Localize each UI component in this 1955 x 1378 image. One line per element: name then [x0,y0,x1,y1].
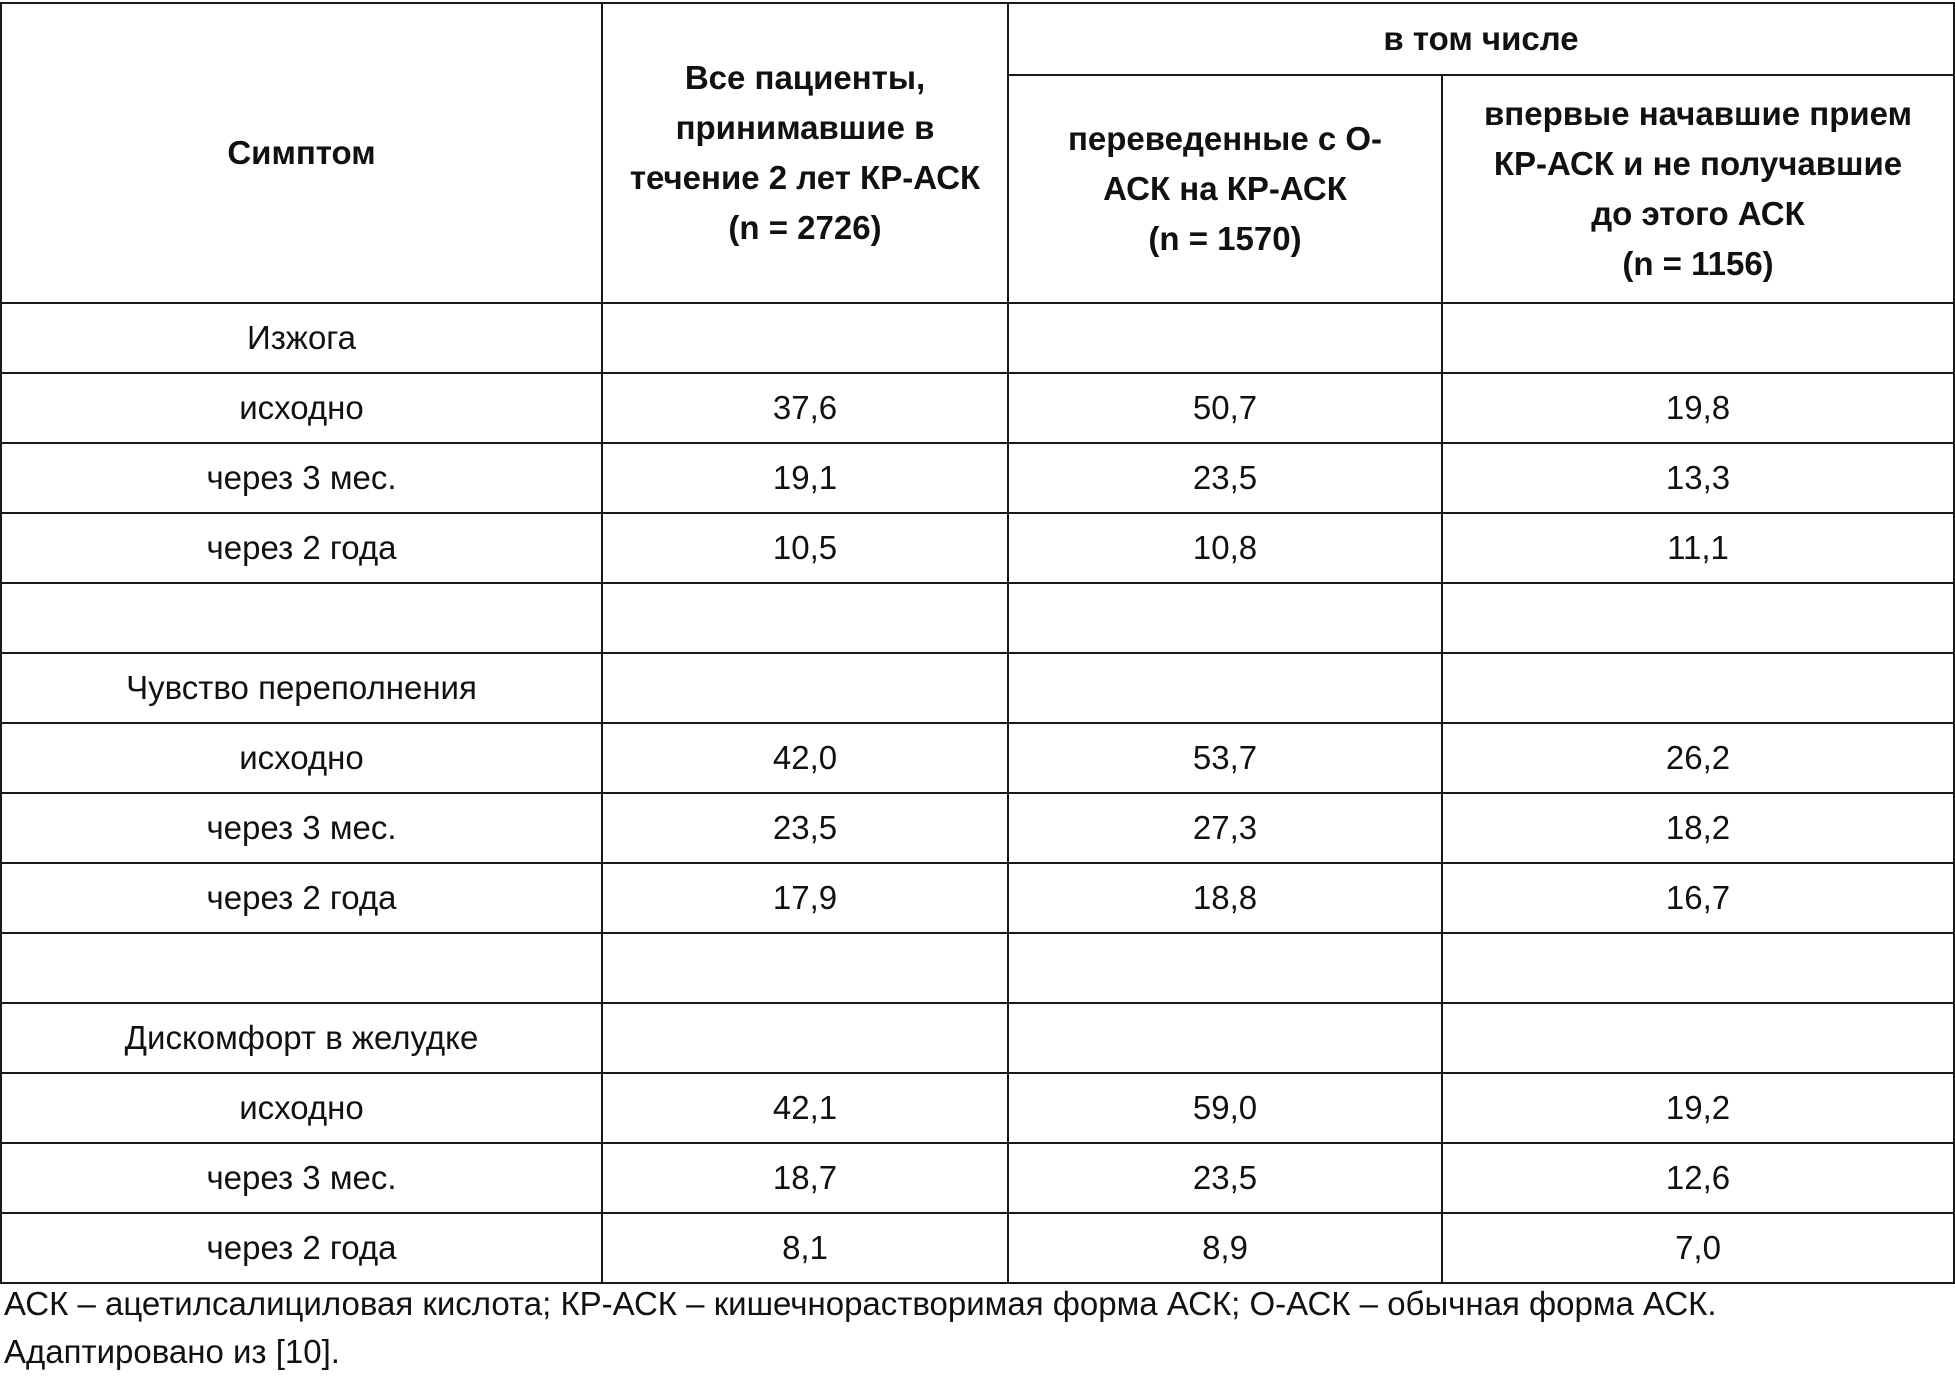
header-all-patients [602,3,1008,303]
value-switched: 27,3 [1008,793,1442,863]
row-label-cell: исходно [1,373,602,443]
value-all-patients [602,1003,1008,1073]
table-row [1,443,1954,513]
table-row [1,653,1954,723]
header-all-patients-line-1: Все пациенты, [684,59,926,96]
value-first-time: 11,1 [1442,513,1954,583]
table-footnote [4,1280,1949,1376]
header-including-label: в том числе [1383,20,1579,57]
value-first-time [1442,933,1954,1003]
value-first-time: 19,8 [1442,373,1954,443]
table-header [1,3,1954,303]
table-row [1,1213,1954,1283]
value-switched: 23,5 [1008,443,1442,513]
value-first-time [1442,583,1954,653]
value-all-patients: 8,1 [602,1213,1008,1283]
table-row [1,933,1954,1003]
value-all-patients: 10,5 [602,513,1008,583]
value-switched [1008,933,1442,1003]
value-switched: 59,0 [1008,1073,1442,1143]
table-row [1,513,1954,583]
value-all-patients [602,583,1008,653]
footnote-source: Адаптировано из [10]. [4,1333,340,1370]
row-label-cell: Дискомфорт в желудке [1,1003,602,1073]
header-first-time-line-1: впервые начавшие прием [1484,95,1913,132]
value-all-patients: 42,1 [602,1073,1008,1143]
value-all-patients: 23,5 [602,793,1008,863]
table-row [1,1003,1954,1073]
value-all-patients: 19,1 [602,443,1008,513]
value-switched: 18,8 [1008,863,1442,933]
row-label-cell: через 2 года [1,863,602,933]
value-all-patients: 37,6 [602,373,1008,443]
row-label-cell [1,933,602,1003]
value-first-time [1442,303,1954,373]
value-all-patients: 17,9 [602,863,1008,933]
value-all-patients [602,303,1008,373]
value-first-time [1442,1003,1954,1073]
header-first-time [1442,75,1954,303]
value-switched: 23,5 [1008,1143,1442,1213]
value-switched [1008,653,1442,723]
header-switched-line-2: АСК на КР-АСК [1103,170,1347,207]
header-switched-n: (n = 1570) [1148,220,1302,257]
row-label-cell: через 3 мес. [1,793,602,863]
row-label-cell: через 2 года [1,513,602,583]
row-label-cell: Изжога [1,303,602,373]
value-all-patients: 18,7 [602,1143,1008,1213]
header-switched-line-1: переведенные с О- [1067,120,1383,157]
header-symptom [1,3,602,303]
row-label-cell: Чувство переполнения [1,653,602,723]
table-row [1,303,1954,373]
value-first-time: 18,2 [1442,793,1954,863]
row-label-cell: исходно [1,1073,602,1143]
value-all-patients [602,653,1008,723]
row-label-cell: через 3 мес. [1,1143,602,1213]
footnote-abbreviations: АСК – ацетилсалициловая кислота; КР-АСК – кишечнорастворимая форма АСК; О-АСК – обычная форма АСК. [4,1285,1717,1322]
value-switched [1008,303,1442,373]
value-switched [1008,583,1442,653]
table-row [1,863,1954,933]
value-first-time: 19,2 [1442,1073,1954,1143]
value-switched: 50,7 [1008,373,1442,443]
value-first-time [1442,653,1954,723]
value-first-time: 7,0 [1442,1213,1954,1283]
value-switched [1008,1003,1442,1073]
header-including [1008,3,1954,75]
header-first-time-line-3: до этого АСК [1591,195,1805,232]
table-row [1,723,1954,793]
value-first-time: 12,6 [1442,1143,1954,1213]
header-first-time-n: (n = 1156) [1622,245,1774,282]
table-row [1,1073,1954,1143]
table-row [1,373,1954,443]
header-all-patients-n: (n = 2726) [728,209,882,246]
table-body [1,303,1954,1283]
value-switched: 10,8 [1008,513,1442,583]
value-all-patients: 42,0 [602,723,1008,793]
header-first-time-line-2: КР-АСК и не получавшие [1493,145,1903,182]
header-symptom-label: Симптом [227,134,376,171]
header-all-patients-line-2: принимавшие в [675,109,935,146]
symptom-table-container [0,2,1953,1284]
value-all-patients [602,933,1008,1003]
table-row [1,793,1954,863]
row-label-cell: исходно [1,723,602,793]
table-row [1,1143,1954,1213]
table-row [1,583,1954,653]
row-label-cell: через 2 года [1,1213,602,1283]
header-all-patients-line-3: течение 2 лет КР-АСК [629,159,981,196]
value-first-time: 16,7 [1442,863,1954,933]
symptom-table [0,2,1955,1284]
value-switched: 8,9 [1008,1213,1442,1283]
value-first-time: 13,3 [1442,443,1954,513]
value-first-time: 26,2 [1442,723,1954,793]
row-label-cell: через 3 мес. [1,443,602,513]
row-label-cell [1,583,602,653]
value-switched: 53,7 [1008,723,1442,793]
header-switched [1008,75,1442,303]
